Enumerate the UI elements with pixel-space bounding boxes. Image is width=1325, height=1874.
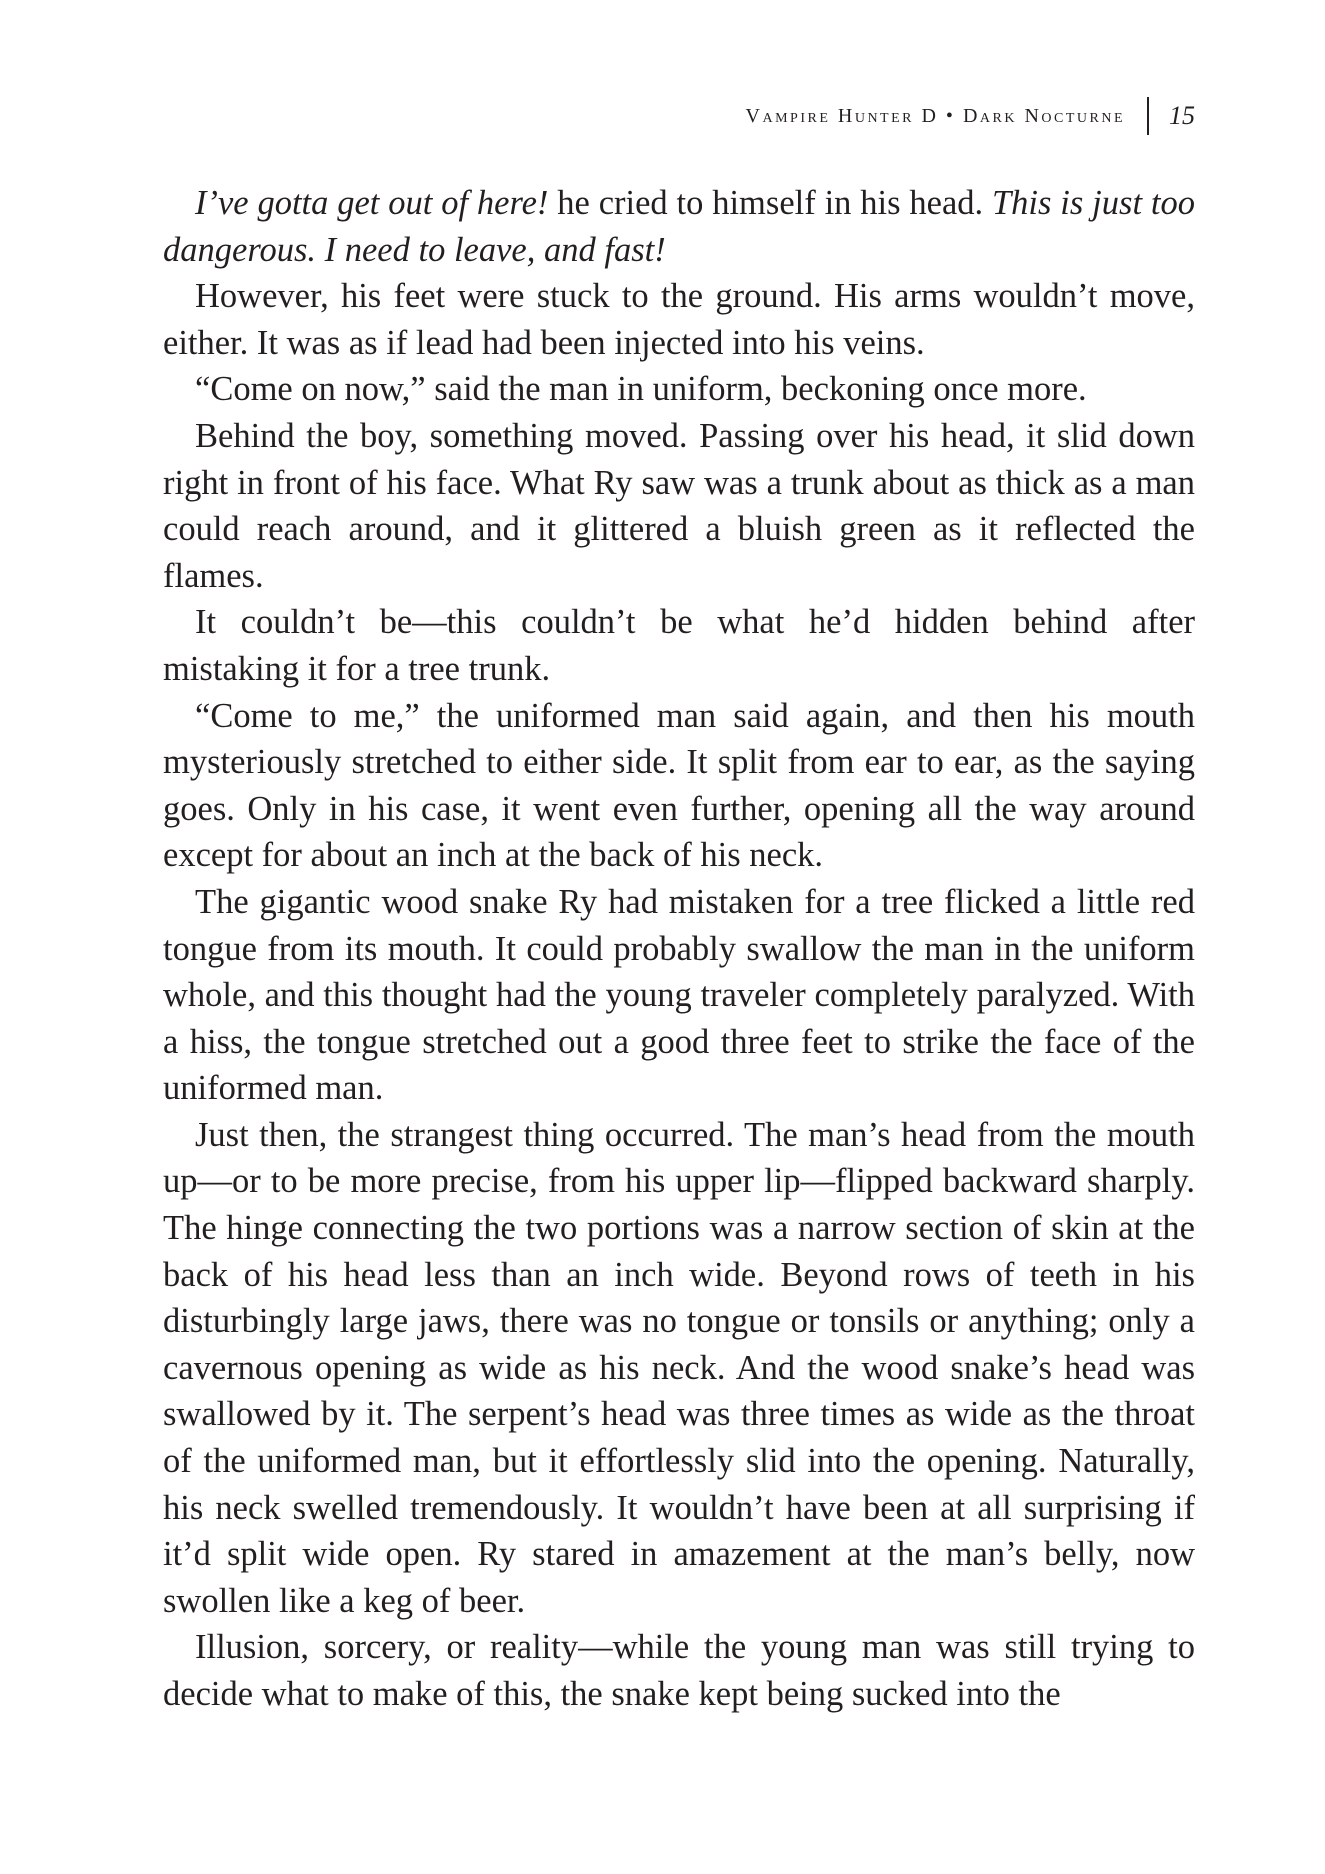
text-run: Illusion, sorcery, or reality—while the young man was still trying to decide what to make of this, the snake kept being sucked into the (163, 1628, 1195, 1713)
text-run: he cried to himself in his head. (548, 184, 992, 222)
paragraph-3 (163, 366, 1195, 413)
header-divider (1147, 97, 1149, 135)
text-run: However, his feet were stuck to the ground. His arms wouldn’t move, either. It was as if lead had been injected into his veins. (163, 277, 1195, 362)
paragraph-9 (163, 1624, 1195, 1717)
page-number: 15 (1169, 101, 1195, 130)
paragraph-4 (163, 413, 1195, 599)
paragraph-7 (163, 879, 1195, 1112)
text-run: “Come to me,” the uniformed man said again, and then his mouth mysteriously stretched to either side. It split from ear to ear, as the saying goes. Only in his case, it went even further, opening all the way around except for about an inch at the back of his neck. (163, 696, 1195, 875)
running-header (746, 96, 1195, 136)
text-run: This is just too dangerous. I need to leave, and fast! (163, 184, 1195, 269)
text-run: Behind the boy, something moved. Passing over his head, it slid down right in front of his face. What Ry saw was a trunk about as thick as a man could reach around, and it glittered a bluish green as it reflected the flames. (163, 416, 1195, 595)
paragraph-8 (163, 1112, 1195, 1625)
text-run: I’ve gotta get out of here! (195, 184, 549, 222)
running-header-title: Vampire Hunter D • Dark Nocturne (745, 104, 1125, 127)
text-run: “Come on now,” said the man in uniform, beckoning once more. (195, 370, 1087, 409)
paragraph-2 (163, 273, 1195, 366)
body-text (163, 180, 1195, 1718)
paragraph-6 (163, 693, 1195, 879)
paragraph-5 (163, 599, 1195, 692)
paragraph-1 (163, 180, 1195, 273)
text-run: Just then, the strangest thing occurred. The man’s head from the mouth up—or to be more precise, from his upper lip—flipped backward sharply. The hinge connecting the two portions was a narrow section of skin at the back of his head less than an inch wide. Beyond rows of teeth in his disturbingly large jaws, there was no tongue or tonsils or anything; only a cavernous opening as wide as his neck. And the wood snake’s head was swallowed by it. The serpent’s head was three times as wide as the throat of the uniformed man, but it effortlessly slid into the opening. Naturally, his neck swelled tremendously. It wouldn’t have been at all surprising if it’d split wide open. Ry stared in amazement at the man’s belly, now swollen like a keg of beer. (163, 1115, 1195, 1620)
text-run: The gigantic wood snake Ry had mistaken for a tree flicked a little red tongue from its mouth. It could probably swallow the man in the uniform whole, and this thought had the young traveler completely paralyzed. With a hiss, the tongue stretched out a good three feet to strike the face of the uniformed man. (163, 882, 1195, 1108)
text-run: It couldn’t be—this couldn’t be what he’d hidden behind after mistaking it for a tree trunk. (163, 603, 1195, 688)
